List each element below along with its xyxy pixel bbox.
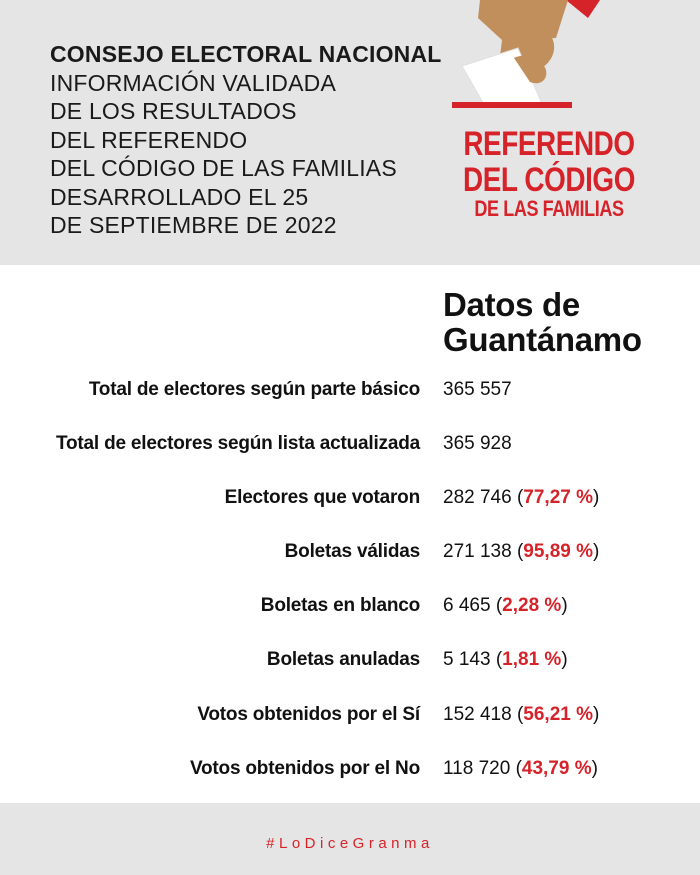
row-value: 282 746 (77,27 %) xyxy=(443,487,600,508)
referendum-logo xyxy=(430,0,660,240)
header-line: DESARROLLADO EL 25 xyxy=(50,183,309,210)
row-number: 365 557 xyxy=(443,379,512,400)
row-number: 152 418 xyxy=(443,704,512,725)
header-line: DEL REFERENDO xyxy=(50,126,248,153)
row-label: Total de electores según lista actualizada xyxy=(56,433,420,454)
header-line: DE LOS RESULTADOS xyxy=(50,98,297,124)
row-percentage: 95,89 % xyxy=(523,541,594,562)
row-number: 5 143 xyxy=(443,649,491,670)
row-value xyxy=(443,375,512,405)
result-row-yes-votes xyxy=(0,700,700,730)
row-value: 152 418 (56,21 %) xyxy=(443,704,600,725)
row-number: 282 746 xyxy=(443,487,512,508)
header-line: INFORMACIÓN VALIDADA xyxy=(50,69,336,96)
row-number: 365 928 xyxy=(443,433,512,454)
logo-title-line3: DE LAS FAMILIAS xyxy=(474,196,624,221)
row-percentage: 43,79 % xyxy=(521,758,592,779)
logo-title-line2: DEL CÓDIGO xyxy=(463,161,635,199)
row-number: 118 720 xyxy=(443,758,511,779)
organization-name: CONSEJO ELECTORAL NACIONAL xyxy=(50,41,442,67)
row-value: 6 465 (2,28 %) xyxy=(443,595,568,616)
logo-title-line1: REFERENDO xyxy=(463,125,635,163)
section-title-line2: Guantánamo xyxy=(443,321,642,358)
section-title xyxy=(443,287,642,357)
row-percentage: 2,28 % xyxy=(502,595,562,616)
row-label: Votos obtenidos por el No xyxy=(189,758,420,779)
row-label: Boletas anuladas xyxy=(266,649,420,670)
result-row-valid-ballots xyxy=(0,537,700,567)
header-line: DE SEPTIEMBRE DE 2022 xyxy=(50,212,337,238)
header-panel xyxy=(0,0,700,265)
row-label: Total de electores según parte básico xyxy=(88,379,420,400)
row-percentage: 1,81 % xyxy=(502,649,562,670)
result-row-total-basic xyxy=(0,375,700,405)
hand-ballot-icon xyxy=(430,0,660,130)
result-row-voters xyxy=(0,483,700,513)
row-percentage: 56,21 % xyxy=(523,704,594,725)
row-number: 6 465 xyxy=(443,595,491,616)
header-text xyxy=(50,40,442,240)
row-label: Boletas en blanco xyxy=(260,595,420,616)
row-value: 271 138 (95,89 %) xyxy=(443,541,600,562)
row-value xyxy=(443,429,512,459)
result-row-void-ballots xyxy=(0,645,700,675)
hashtag: #LoDiceGranma xyxy=(266,835,434,852)
result-row-total-updated xyxy=(0,429,700,459)
row-label: Electores que votaron xyxy=(224,487,420,508)
row-number: 271 138 xyxy=(443,541,512,562)
row-label: Votos obtenidos por el Sí xyxy=(197,704,420,725)
header-line: DEL CÓDIGO DE LAS FAMILIAS xyxy=(50,155,397,181)
result-row-blank-ballots xyxy=(0,591,700,621)
footer-panel xyxy=(0,803,700,875)
section-title-line1: Datos de xyxy=(443,286,580,323)
row-percentage: 77,27 % xyxy=(523,487,594,508)
row-label: Boletas válidas xyxy=(284,541,420,562)
row-value: 5 143 (1,81 %) xyxy=(443,649,568,670)
row-value: 118 720 (43,79 %) xyxy=(443,758,598,779)
result-row-no-votes xyxy=(0,754,700,784)
